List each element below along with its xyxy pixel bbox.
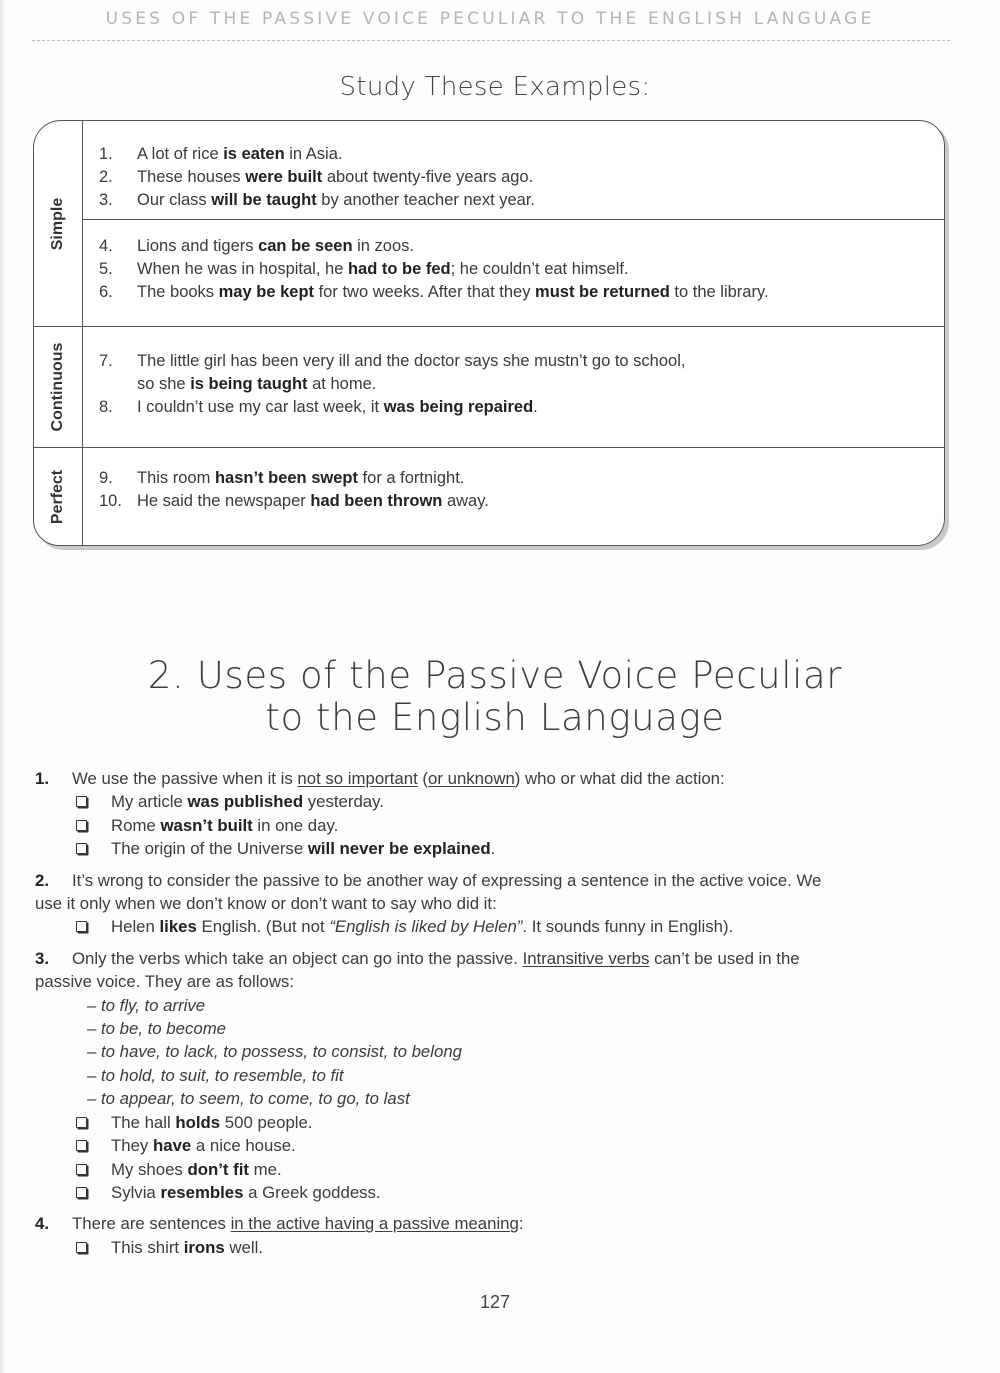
text-segment: They — [111, 1136, 153, 1156]
text-segment: about twenty-five years ago. — [322, 168, 534, 186]
example-number: 7. — [99, 352, 113, 370]
example-sentence — [99, 166, 535, 189]
group-simple — [34, 121, 944, 327]
bold-verb-phrase: must be returned — [535, 283, 670, 301]
example-sentence — [99, 235, 769, 258]
checkbox-bullet-icon — [76, 1117, 87, 1128]
rule-text — [35, 869, 955, 892]
text-segment: away. — [442, 492, 489, 510]
rule-number: 3. — [35, 948, 49, 968]
bold-verb-phrase: don’t fit — [187, 1159, 249, 1179]
header-rule — [32, 40, 950, 41]
group-perfect — [34, 448, 944, 545]
rules-list — [35, 767, 955, 1259]
text-segment: can’t be used in the — [649, 948, 800, 968]
rule-number: 4. — [35, 1214, 49, 1234]
text-segment: The books — [137, 283, 219, 301]
text-segment: for a fortnight. — [357, 469, 465, 487]
text-segment: A lot of rice — [137, 145, 224, 163]
rule-item — [35, 767, 955, 861]
bold-verb-phrase: will be taught — [211, 191, 317, 209]
checkbox-bullet-icon — [76, 921, 87, 932]
example-bullet — [35, 814, 955, 837]
underlined-phrase: or unknown — [428, 769, 515, 788]
example-sentence — [99, 258, 769, 281]
checkbox-bullet-icon — [76, 1140, 87, 1151]
bold-verb-phrase: have — [152, 1136, 192, 1156]
text-segment: . — [490, 839, 496, 859]
text-segment: at home. — [307, 375, 377, 393]
group-label: Continuous — [49, 342, 66, 431]
examples-table — [33, 120, 945, 546]
example-block — [99, 350, 685, 419]
underlined-phrase: not so important — [297, 769, 418, 788]
checkbox-bullet-icon — [76, 843, 87, 854]
bold-verb-phrase: can be seen — [258, 237, 353, 255]
text-segment: by another teacher next year. — [316, 191, 536, 209]
underlined-phrase: Intransitive verbs — [522, 948, 650, 968]
example-sentence — [99, 350, 685, 373]
text-segment: me. — [249, 1159, 282, 1179]
group-label: Simple — [49, 197, 66, 250]
spacer — [35, 1204, 955, 1212]
text-segment: for two weeks. After that they — [314, 283, 536, 301]
text-segment: English. (But not — [196, 917, 330, 937]
text-segment: This shirt — [111, 1237, 184, 1257]
example-sentence-continued — [99, 373, 685, 396]
example-bullet — [35, 1236, 955, 1259]
bold-verb-phrase: is eaten — [223, 145, 285, 163]
bold-verb-phrase: irons — [183, 1237, 225, 1257]
rule-text — [35, 970, 955, 993]
text-segment: so she — [137, 375, 191, 393]
bold-verb-phrase: was being repaired — [383, 398, 534, 416]
text-segment: ) who or what did the action: — [514, 769, 725, 788]
text-segment: We use the passive when it is — [72, 769, 298, 788]
checkbox-bullet-icon — [76, 1187, 87, 1198]
group-label-cell — [34, 326, 83, 447]
text-segment: The little girl has been very ill and the doctor says she mustn’t go to school, — [137, 352, 686, 370]
rule-text — [35, 892, 955, 915]
text-segment: in one day. — [252, 815, 339, 835]
running-header: USES OF THE PASSIVE VOICE PECULIAR TO THE ENGLISH LANGUAGE — [105, 9, 875, 29]
example-number: 8. — [99, 398, 113, 416]
text-segment: to the library. — [669, 283, 769, 301]
bold-verb-phrase: was published — [187, 792, 304, 812]
bold-verb-phrase: will never be explained — [307, 839, 491, 859]
text-segment: well. — [224, 1237, 263, 1257]
text-segment: ( — [417, 769, 429, 788]
intransitive-verb-list-item: – to appear, to seem, to come, to go, to last — [87, 1089, 410, 1109]
text-segment: Rome — [111, 815, 161, 835]
rule-number: 2. — [35, 870, 49, 890]
example-bullet — [35, 1134, 955, 1157]
text-segment: a Greek goddess. — [243, 1182, 381, 1202]
page-number: 127 — [479, 1292, 511, 1312]
text-segment: The hall — [111, 1112, 176, 1132]
bold-verb-phrase: had been thrown — [310, 492, 443, 510]
text-segment: Lions and tigers — [137, 237, 259, 255]
example-number: 4. — [99, 237, 113, 255]
example-sentence — [99, 490, 489, 513]
example-number: 3. — [99, 191, 113, 209]
sub-divider — [82, 219, 944, 220]
group-continuous — [34, 326, 944, 448]
text-segment: passive voice. They are as follows: — [35, 972, 294, 992]
section-title — [0, 655, 990, 739]
group-label: Perfect — [49, 469, 66, 524]
section-title-line-1: 2. Uses of the Passive Voice Peculiar — [147, 654, 843, 697]
spacer — [35, 939, 955, 947]
bold-verb-phrase: hasn’t been swept — [214, 469, 358, 487]
text-segment: It’s wrong to consider the passive to be another way of expressing a sentence in the active voice. We — [72, 870, 822, 890]
group-label-cell — [34, 121, 83, 326]
example-block — [99, 143, 535, 212]
example-sentence — [99, 189, 535, 212]
text-segment: He said the newspaper — [137, 492, 311, 510]
checkbox-bullet-icon — [76, 1242, 87, 1253]
group-label-cell — [34, 448, 83, 545]
rule-item — [35, 869, 955, 939]
text-segment: The origin of the Universe — [111, 839, 308, 859]
example-sentence — [99, 467, 489, 490]
bold-verb-phrase: were built — [245, 168, 323, 186]
section-title-line-2: to the English Language — [265, 696, 725, 739]
example-number: 1. — [99, 145, 113, 163]
rule-item — [35, 1212, 955, 1259]
text-segment: Sylvia — [111, 1182, 161, 1202]
text-segment: Helen — [111, 917, 160, 937]
text-segment: 500 people. — [220, 1112, 313, 1132]
intransitive-verb-list-item: – to have, to lack, to possess, to consist, to belong — [87, 1042, 462, 1062]
text-segment: I couldn’t use my car last week, it — [137, 398, 384, 416]
text-segment: My article — [111, 792, 188, 812]
rule-text — [35, 767, 955, 790]
bold-verb-phrase: likes — [159, 917, 197, 937]
text-segment: : — [518, 1214, 524, 1234]
example-block — [99, 467, 489, 513]
text-segment: My shoes — [111, 1159, 188, 1179]
text-segment: in zoos. — [352, 237, 414, 255]
bold-verb-phrase: may be kept — [218, 283, 315, 301]
intransitive-verb-list-item: – to fly, to arrive — [87, 995, 206, 1015]
example-block — [99, 235, 769, 304]
example-bullet — [35, 790, 955, 813]
example-sentence — [99, 281, 769, 304]
checkbox-bullet-icon — [76, 820, 87, 831]
bold-verb-phrase: holds — [175, 1112, 221, 1132]
example-number: 10. — [99, 492, 122, 510]
example-bullet — [35, 915, 955, 938]
intransitive-verb-list-item: – to be, to become — [87, 1019, 227, 1039]
spacer — [35, 861, 955, 869]
underlined-phrase: in the active having a passive meaning — [230, 1214, 519, 1234]
rule-item — [35, 947, 955, 1204]
example-number: 6. — [99, 283, 113, 301]
rule-number: 1. — [35, 769, 49, 788]
example-number: 5. — [99, 260, 113, 278]
checkbox-bullet-icon — [76, 796, 87, 807]
example-bullet — [35, 1181, 955, 1204]
example-number: 9. — [99, 469, 113, 487]
text-segment: yesterday. — [303, 792, 384, 812]
rule-text — [35, 1212, 955, 1235]
text-segment: There are sentences — [72, 1214, 231, 1234]
example-bullet — [35, 1158, 955, 1181]
text-segment: a nice house. — [191, 1136, 296, 1156]
study-title: Study These Examples: — [339, 72, 651, 102]
example-sentence — [99, 396, 685, 419]
checkbox-bullet-icon — [76, 1164, 87, 1175]
text-segment: . It sounds funny in English). — [522, 917, 734, 937]
text-segment: ; he couldn’t eat himself. — [450, 260, 629, 278]
example-bullet — [35, 1111, 955, 1134]
text-segment: These houses — [137, 168, 246, 186]
intransitive-verb-list-item: – to hold, to suit, to resemble, to fit — [87, 1065, 344, 1085]
text-segment: Our class — [137, 191, 212, 209]
example-sentence — [99, 143, 535, 166]
rule-text — [35, 947, 955, 970]
bold-verb-phrase: wasn’t built — [160, 815, 253, 835]
italic-phrase: “English is liked by Helen” — [329, 917, 523, 937]
bold-verb-phrase: resembles — [160, 1182, 244, 1202]
example-bullet — [35, 837, 955, 860]
text-segment: in Asia. — [284, 145, 343, 163]
text-segment: use it only when we don’t know or don’t want to say who did it: — [35, 894, 497, 914]
text-segment: . — [533, 398, 538, 416]
text-segment: This room — [137, 469, 215, 487]
bold-verb-phrase: is being taught — [190, 375, 308, 393]
bold-verb-phrase: had to be fed — [347, 260, 451, 278]
text-segment: Only the verbs which take an object can go into the passive. — [72, 948, 523, 968]
example-number: 2. — [99, 168, 113, 186]
text-segment: When he was in hospital, he — [137, 260, 348, 278]
